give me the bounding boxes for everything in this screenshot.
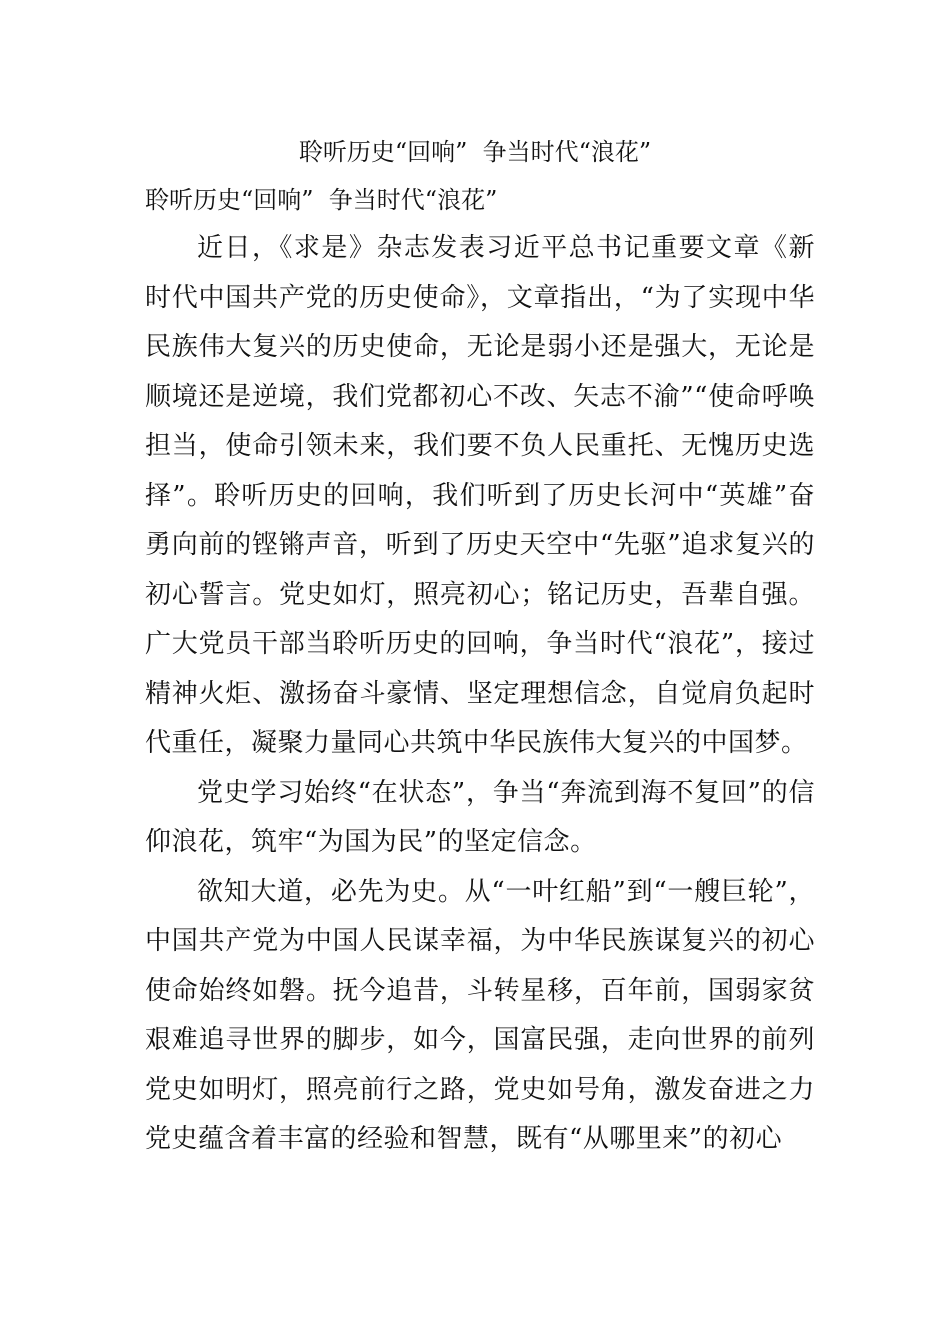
document-title-centered: 聆听历史“回响” 争当时代“浪花” <box>298 138 652 166</box>
document-body <box>145 224 815 1165</box>
document-title-left: 聆听历史“回响” 争当时代“浪花” <box>145 186 498 214</box>
paragraph-3: 欲知大道，必先为史。从“一叶红船”到“一艘巨轮”，中国共产党为中国人民谋幸福，为中华民族谋复兴的初心使命始终如磐。抚今追昔，斗转星移，百年前，国弱家贫艰难追寻世界的脚步，如今，国富民强，走向世界的前列党史如明灯，照亮前行之路，党史如号角，激发奋进之力党史蕴含着丰富的经验和智慧，既有“从哪里来”的初心 <box>145 876 815 1154</box>
paragraph-2: 党史学习始终“在状态”，争当“奔流到海不复回”的信仰浪花，筑牢“为国为民”的坚定信念。 <box>145 777 815 857</box>
paragraph-1: 近日，《求是》杂志发表习近平总书记重要文章《新时代中国共产党的历史使命》，文章指出，“为了实现中华民族伟大复兴的历史使命，无论是弱小还是强大，无论是顺境还是逆境，我们党都初心不改、矢志不渝”“使命呼唤担当，使命引领未来，我们要不负人民重托、无愧历史选择”。聆听历史的回响，我们听到了历史长河中“英雄”奋勇向前的铿锵声音，听到了历史天空中“先驱”追求复兴的初心誓言。党史如灯，照亮初心；铭记历史，吾辈自强。广大党员干部当聆听历史的回响，争当时代“浪花”，接过精神火炬、激扬奋斗豪情、坚定理想信念，自觉肩负起时代重任，凝聚力量同心共筑中华民族伟大复兴的中国梦。 <box>145 233 815 758</box>
